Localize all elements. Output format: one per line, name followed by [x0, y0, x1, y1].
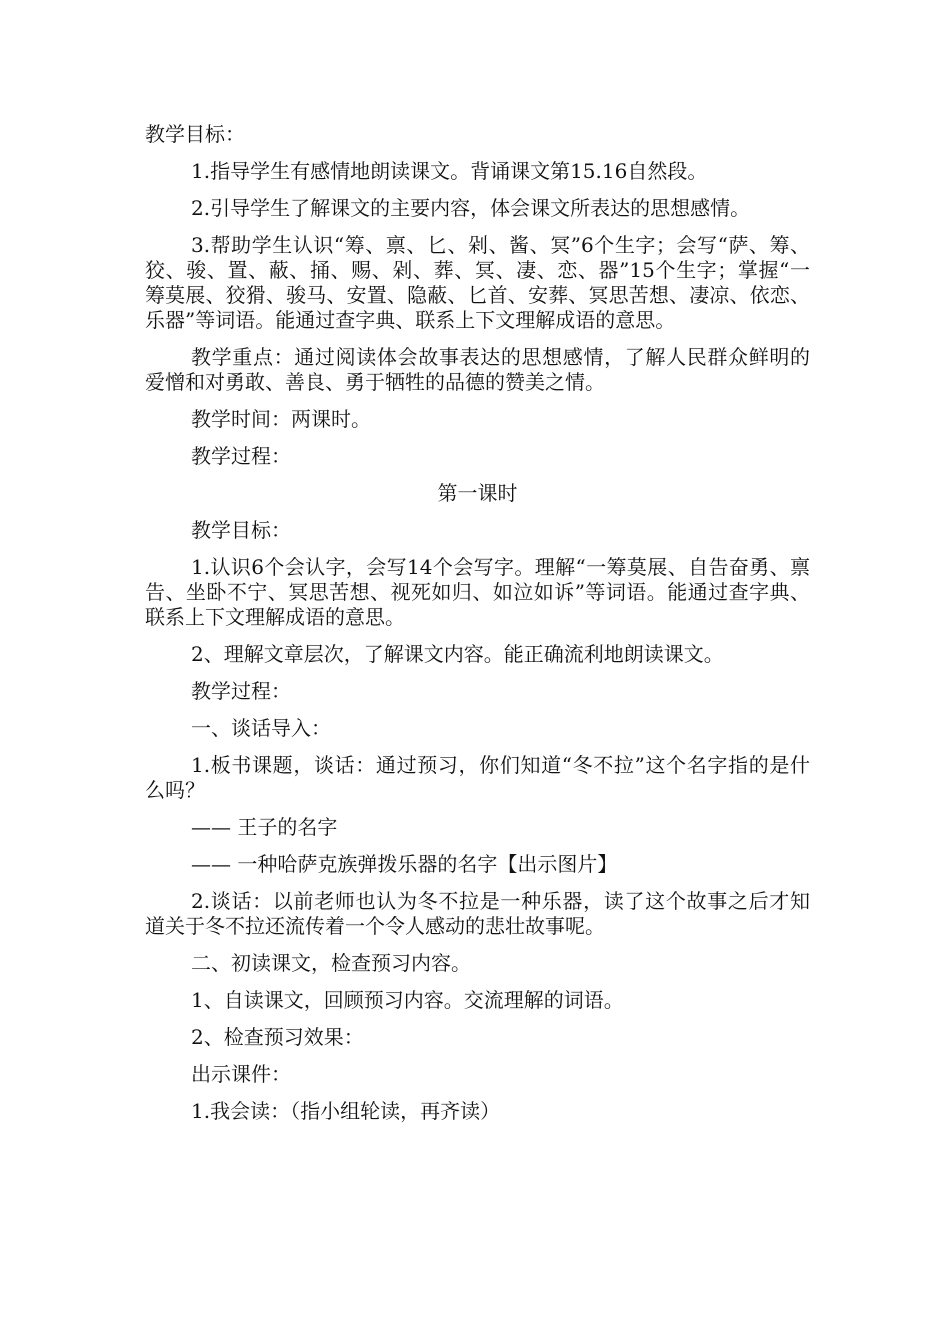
objective-1: 1.指导学生有感情地朗读课文。背诵课文第15.16自然段。: [191, 159, 708, 183]
section-heading-objectives: 教学目标：: [145, 122, 245, 146]
step-2-item-1: 1、自读课文，回顾预习内容。交流理解的词语。: [191, 988, 624, 1012]
reading-activity: 1.我会读：（指小组轮读，再齐读）: [191, 1099, 501, 1123]
document-body: [145, 122, 810, 1136]
step-1-item-1: 1.板书课题，谈话：通过预习，你们知道“冬不拉”这个名字指的是什么吗？: [145, 753, 810, 802]
lesson-objectives-heading: 教学目标：: [191, 518, 291, 542]
objective-2: 2.引导学生了解课文的主要内容，体会课文所表达的思想感情。: [191, 196, 751, 220]
teaching-time: 教学时间：两课时。: [191, 407, 371, 431]
courseware-label: 出示课件：: [191, 1062, 291, 1086]
step-2-heading: 二、初读课文，检查预习内容。: [191, 951, 471, 975]
objective-3: 3.帮助学生认识“筹、禀、匕、剁、酱、冥”6个生字；会写“萨、筹、狡、骏、置、蔽、捅、赐、剁、葬、冥、凄、恋、器”15个生字；掌握“一筹莫展、狡猾、骏马、安置、隐蔽、匕首、安葬、冥思苦想、凄凉、依恋、乐器”等词语。能通过查字典、联系上下文理解成语的意思。: [145, 233, 810, 332]
lesson-objective-2: 2、理解文章层次，了解课文内容。能正确流利地朗读课文。: [191, 642, 724, 666]
teaching-process-heading: 教学过程：: [191, 444, 291, 468]
lesson-objective-1: 1.认识6个会认字，会写14个会写字。理解“一筹莫展、自告奋勇、禀告、坐卧不宁、冥思苦想、视死如归、如泣如诉”等词语。能通过查字典、联系上下文理解成语的意思。: [145, 555, 810, 629]
lesson-process-heading: 教学过程：: [191, 679, 291, 703]
answer-line-1: —— 王子的名字: [191, 815, 338, 839]
step-1-item-2: 2.谈话：以前老师也认为冬不拉是一种乐器，读了这个故事之后才知道关于冬不拉还流传着一个令人感动的悲壮故事呢。: [145, 889, 810, 938]
lesson-title: 第一课时: [437, 481, 518, 505]
step-2-item-2: 2、检查预习效果：: [191, 1025, 364, 1049]
step-1-heading: 一、谈话导入：: [191, 716, 331, 740]
teaching-focus: 教学重点：通过阅读体会故事表达的思想感情，了解人民群众鲜明的爱憎和对勇敢、善良、勇于牺牲的品德的赞美之情。: [145, 345, 810, 394]
answer-line-2: —— 一种哈萨克族弹拨乐器的名字【出示图片】: [191, 852, 618, 876]
